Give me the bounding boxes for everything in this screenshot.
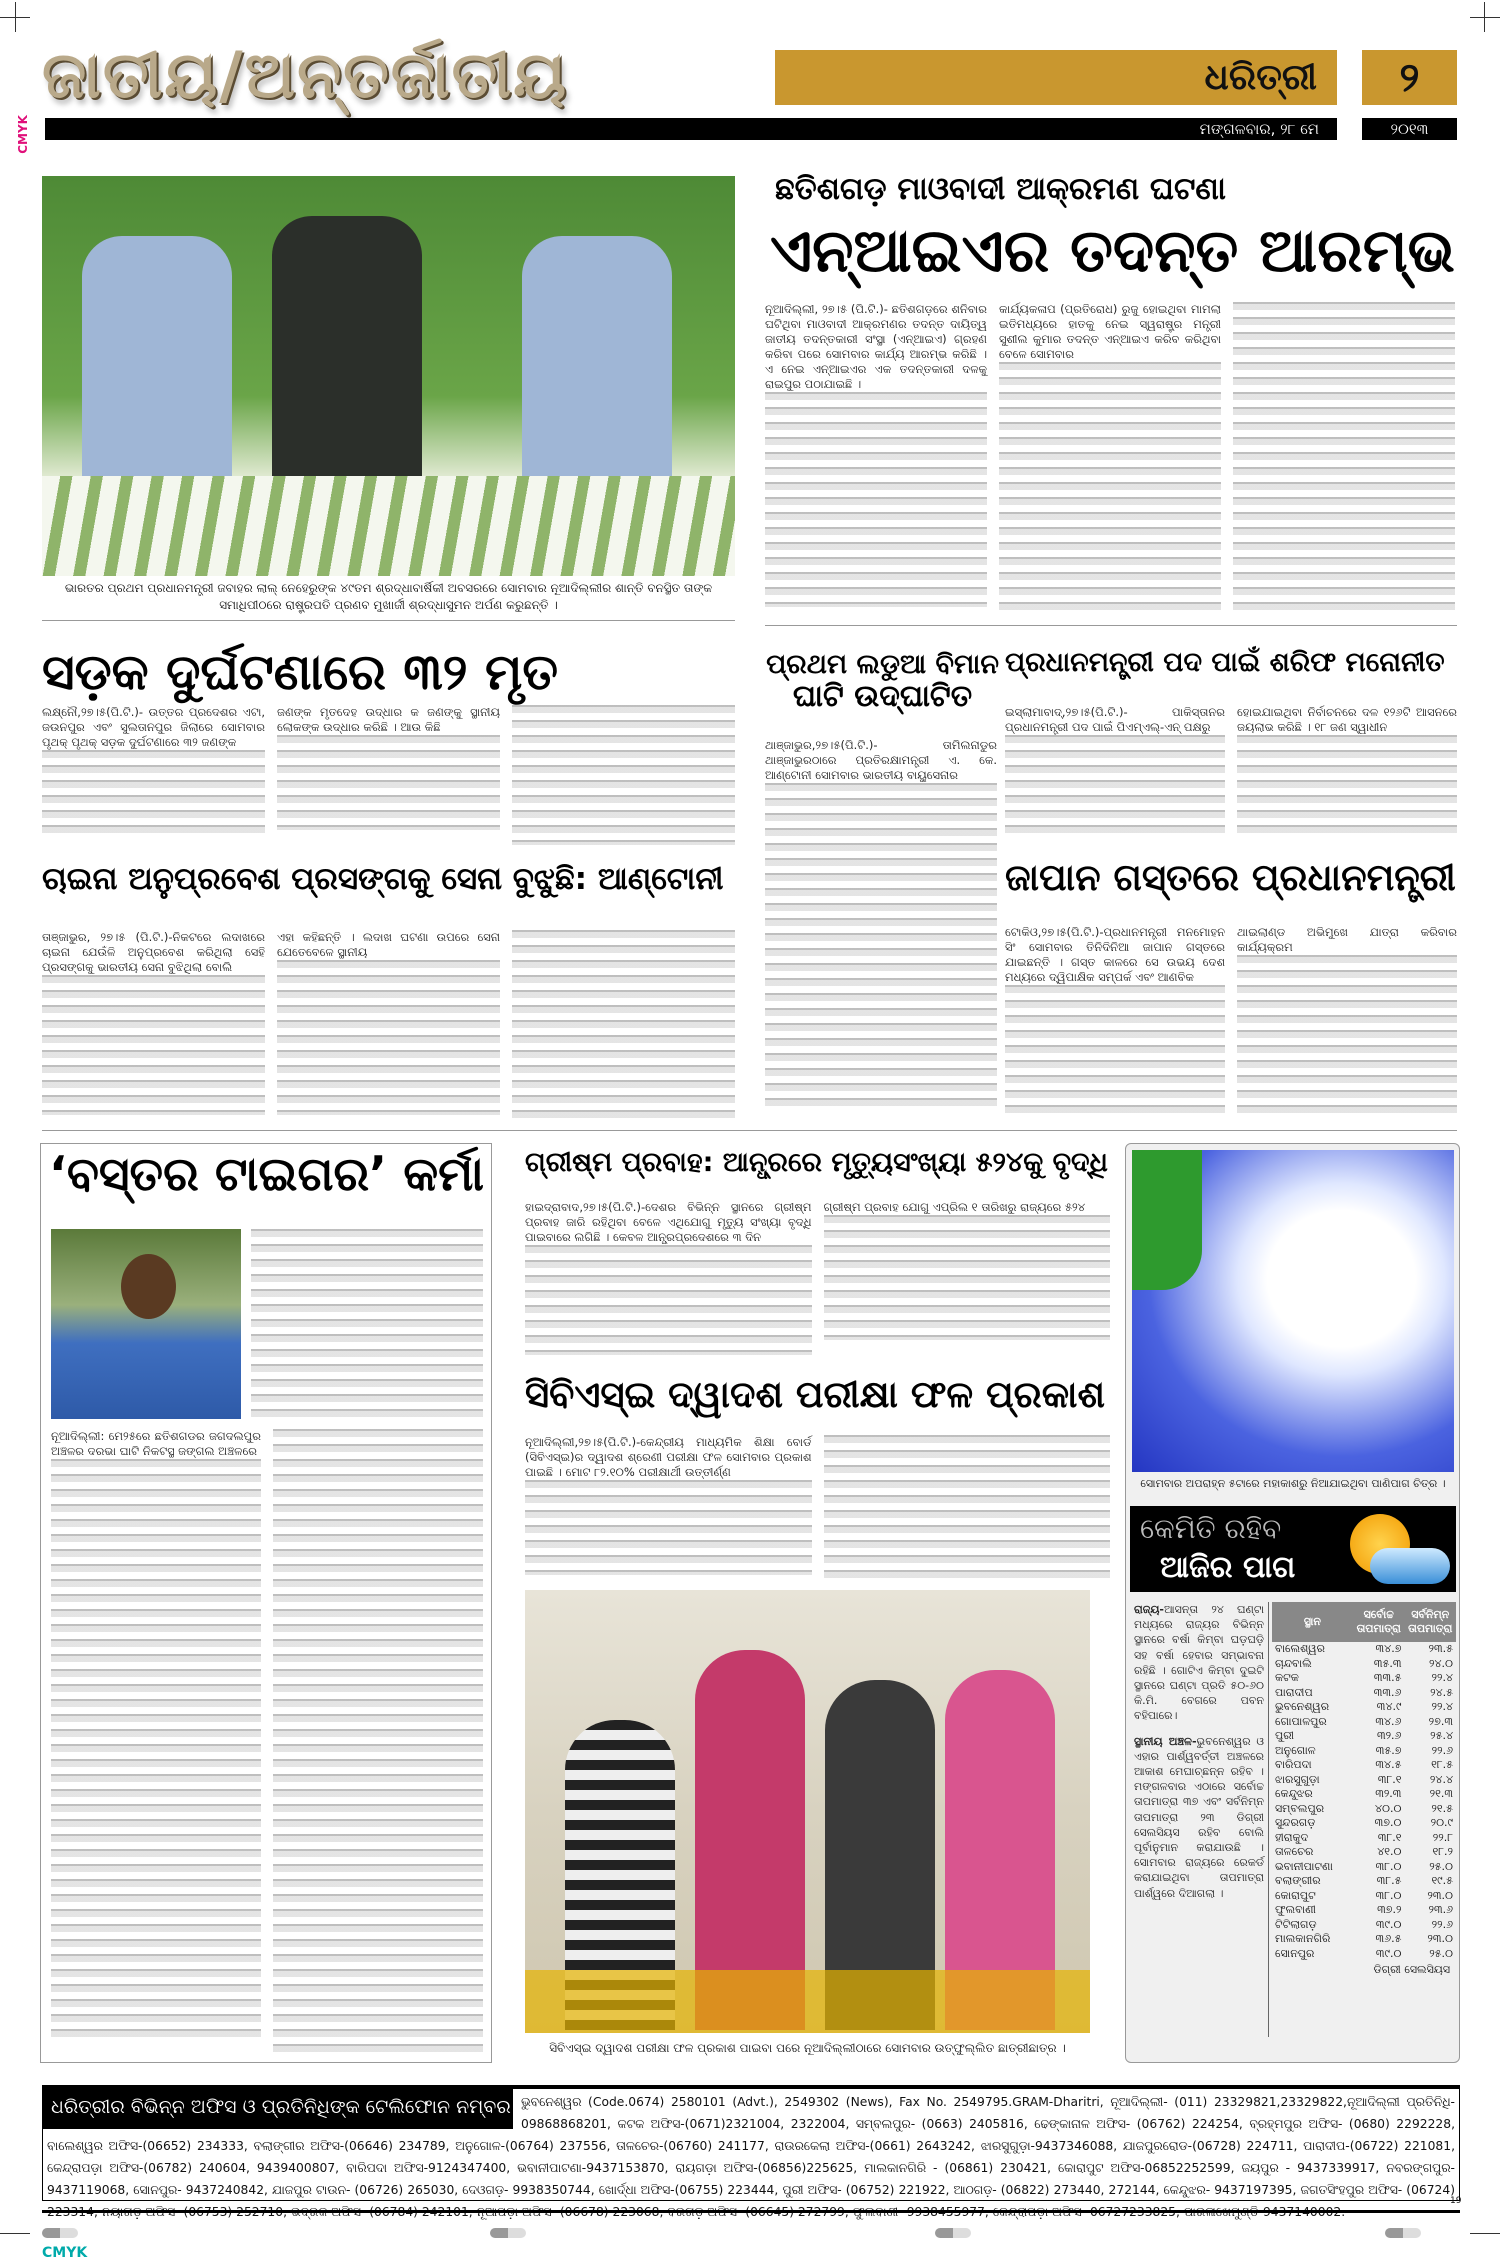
place-cell: ଗୋପାଳପୁର bbox=[1275, 1714, 1327, 1728]
table-row bbox=[1272, 1874, 1456, 1889]
place-cell: ସୁନ୍ଦରଗଡ଼ bbox=[1275, 1816, 1316, 1830]
max-temp-cell: ୩୪.୭ bbox=[1375, 1642, 1402, 1656]
japan-body-text: ଟୋକିଓ,୨୭।୫(ପି.ଟି.)-ପ୍ରଧାନମନ୍ତ୍ରୀ ମନମୋହନ ସିଂ ସୋମବାର ତିନିଦିନିଆ ଜାପାନ ଗସ୍ତରେ ଯାଇଛନ୍ତି । ଗସ୍ତ କାଳରେ ସେ ଉଭୟ ଦେଶ ମଧ୍ୟରେ ଦ୍ୱିପାକ୍ଷିକ ସମ୍ପର୍କ ଏବଂ ଆଣବିକ bbox=[1005, 925, 1225, 984]
table-row bbox=[1272, 1860, 1456, 1875]
table-row bbox=[1272, 1918, 1456, 1933]
table-header: ସର୍ବନିମ୍ନ ତାପମାତ୍ରା bbox=[1408, 1608, 1453, 1635]
place-cell: ଭୁବନେଶ୍ୱର bbox=[1275, 1700, 1330, 1714]
place-cell: ଟିଟିଲାଗଡ଼ bbox=[1275, 1917, 1317, 1931]
max-temp-cell: ୩୯.୦ bbox=[1375, 1946, 1402, 1960]
airline-story-body bbox=[765, 738, 997, 1120]
cbse-photo-caption: ସିବିଏସ୍‌ଇ ଦ୍ୱାଦଶ ପରୀକ୍ଷା ଫଳ ପ୍ରକାଶ ପାଇବା ପରେ ନୂଆଦିଲ୍ଲୀଠାରେ ସୋମବାର ଉତ୍‌ଫୁଲ୍ଲିତ ଛାତ୍ରୀଛାତ୍ର । bbox=[549, 2041, 1066, 2055]
max-temp-cell: ୩୫.୩ bbox=[1373, 1656, 1402, 1670]
min-temp-cell: ୧୮.୨ bbox=[1432, 1845, 1453, 1859]
crop-mark bbox=[1470, 2233, 1500, 2234]
min-temp-cell: ୨୫.୦ bbox=[1429, 1859, 1453, 1873]
place-cell: ବଲାଙ୍ଗୀର bbox=[1275, 1874, 1321, 1888]
office-telephone-directory bbox=[42, 2089, 1460, 2201]
airline-headline-line: ଘାଟି ଉଦ୍‌ଘାଟିତ bbox=[792, 678, 973, 714]
section-title: ଜାତୀୟ/ଅନ୍ତର୍ଜାତୀୟ bbox=[42, 38, 568, 113]
japan-body-text: ଥାଇଲାଣ୍ଡ ଅଭିମୁଖେ ଯାତ୍ରା କରିବାର କାର୍ଯ୍ୟକ୍ରମ bbox=[1237, 925, 1457, 954]
china-body-text: ଏହା କହିଛନ୍ତି । ଲଦାଖ ଘଟଣା ଉପରେ ସେନା ଯେତେବେଳେ ସ୍ଥାନୀୟ bbox=[277, 930, 500, 959]
max-temp-cell: ୩୨.୩ bbox=[1375, 1787, 1402, 1801]
min-temp-cell: ୨୪.୫ bbox=[1430, 1685, 1453, 1699]
min-temp-cell: ୨୧.୩ bbox=[1429, 1787, 1453, 1801]
max-temp-cell: ୩୮.୫ bbox=[1376, 1874, 1402, 1888]
sharif-body-text: ଇସ୍‌ଲାମାବାଦ୍,୨୭।୫(ପି.ଟି.)- ପାକିସ୍ତାନର ପ୍ରଧାନମନ୍ତ୍ରୀ ପଦ ପାଇଁ ପିଏମ୍‌ଏଲ୍-ଏନ୍ ପକ୍ଷରୁ bbox=[1005, 705, 1225, 734]
table-row bbox=[1272, 1700, 1456, 1715]
weather-box bbox=[1125, 1143, 1460, 2063]
china-headline: ଚାଇନା ଅନୁପ୍ରବେଶ ପ୍ରସଙ୍ଗକୁ ସେନା ବୁଝୁଛି: ଆଣ୍ଟୋନୀ bbox=[42, 861, 724, 897]
place-cell: ବାରିପଦା bbox=[1275, 1758, 1312, 1772]
max-temp-cell: ୩୯.୦ bbox=[1375, 1917, 1402, 1931]
place-cell: କେନ୍ଦୁଝର bbox=[1275, 1787, 1313, 1801]
sheet-number: 19 bbox=[1450, 2196, 1462, 2206]
table-row bbox=[1272, 1657, 1456, 1672]
road-body-text: ଜଣଙ୍କ ମୃତଦେହ ଉଦ୍ଧାର କ ଜଣଙ୍କୁ ସ୍ଥାନୀୟ ଲୋକଙ୍କ ଉଦ୍ଧାର କରିଛି । ଆଉ କିଛି bbox=[277, 705, 500, 734]
cbse-students-photo bbox=[525, 1590, 1090, 2033]
place-cell: ସମ୍ବଲପୁର bbox=[1275, 1801, 1325, 1815]
satellite-weather-image bbox=[1132, 1150, 1454, 1472]
place-cell: ହୀରାକୁଦ bbox=[1275, 1830, 1309, 1844]
directory-label: ଧରିତ୍ରୀର ବିଭିନ୍ନ ଅଫିସ ଓ ପ୍ରତିନିଧିଙ୍କ ଟେଲିଫୋନ ନମ୍ବର bbox=[43, 2089, 513, 2129]
table-row bbox=[1272, 1932, 1456, 1947]
max-temp-cell: ୩୪.୫ bbox=[1375, 1758, 1402, 1772]
road-headline: ସଡ଼କ ଦୁର୍ଘଟଣାରେ ୩୨ ମୃତ bbox=[42, 643, 559, 701]
airline-headline-line: ପ୍ରଥମ ଲଡୁଆ ବିମାନ bbox=[766, 649, 999, 680]
registration-bar bbox=[42, 2228, 78, 2238]
min-temp-cell: ୧୮.୫ bbox=[1431, 1758, 1453, 1772]
cbse-story-body bbox=[525, 1435, 1110, 1580]
cmyk-side-mark: CMYK bbox=[16, 115, 30, 154]
satellite-caption: ସୋମବାର ଅପରାହ୍ନ ୫ଟାରେ ମହାକାଶରୁ ନିଆଯାଇଥିବା ପାଣିପାଗ ଚିତ୍ର । bbox=[1140, 1477, 1446, 1490]
table-row bbox=[1272, 1715, 1456, 1730]
min-temp-cell: ୨୪.୪ bbox=[1429, 1772, 1453, 1786]
photo-caption: ଭାରତର ପ୍ରଥମ ପ୍ରଧାନମନ୍ତ୍ରୀ ଜବାହର ଲାଲ୍ ନେହେରୁଙ୍କ ୪୯ତମ ଶ୍ରଦ୍ଧାବାର୍ଷିକୀ ଅବସରରେ ସୋମବାର ନୂଆଦିଲ୍ଲୀର ଶାନ୍ତି ବନସ୍ଥିତ ତାଙ୍କ ସମାଧିପୀଠରେ ରାଷ୍ଟ୍ରପତି ପ୍ରଣବ ମୁଖାର୍ଜୀ ଶ୍ରଦ୍ଧାସୁମନ ଅର୍ପଣ କରୁଛନ୍ତି । bbox=[64, 581, 713, 612]
heatwave-body-text: ହାଇଦ୍ରାବାଦ,୨୭।୫(ପି.ଟି.)-ଦେଶର ବିଭିନ୍ନ ସ୍ଥାନରେ ଗ୍ରୀଷ୍ମ ପ୍ରବାହ ଜାରି ରହିଥିବା ବେଳେ ଏଥିଯୋଗୁ ମୃତ୍ୟୁ ସଂଖ୍ୟା ବୃଦ୍ଧି ପାଇବାରେ ଲଗିଛି । କେବଳ ଆନ୍ଧ୍ରପ୍ରଦେଶରେ ୩ ଦିନ bbox=[525, 1200, 812, 1244]
date-bar: ମଙ୍ଗଳବାର, ୨୮ ମେ bbox=[45, 118, 1337, 140]
table-row bbox=[1272, 1903, 1456, 1918]
max-temp-cell: ୩୫.୭ bbox=[1375, 1743, 1402, 1757]
road-body-text: ଲକ୍ଷ୍ନୌ,୨୭।୫(ପି.ଟି.)- ଉତ୍ତର ପ୍ରଦେଶର ଏଟା, ଜଉନପୁର ଏବଂ ସୁଲତାନପୁର ଜିଲାରେ ସୋମବାର ପୃଥକ୍ ପୃଥକ୍ ସଡ଼କ ଦୁର୍ଘଟଣାରେ ୩୨ ଜଣଙ୍କ bbox=[42, 705, 265, 749]
weather-banner-line: କେମିତି ରହିବ bbox=[1140, 1512, 1282, 1545]
lead-body-text: କାର୍ଯ୍ୟକଳାପ (ପ୍ରତିରୋଧ) ରୁଜୁ ହୋଇଥିବା ମାମଲା ଇତିମଧ୍ୟରେ ହାତକୁ ନେଇ ସ୍ୱରାଷ୍ଟ୍ର ମନ୍ତ୍ରୀ ସୁଶୀଲ କୁମାର ତଦନ୍ତ ଏନ୍‌ଆଇଏ କରିବ କରିଥିବା ବେଳେ ସୋମବାର bbox=[999, 302, 1221, 361]
table-row bbox=[1272, 1686, 1456, 1701]
registration-bar bbox=[935, 2228, 971, 2238]
place-cell: ଫୁଲବାଣୀ bbox=[1275, 1903, 1316, 1917]
max-temp-cell: ୩୨.୬ bbox=[1376, 1729, 1402, 1743]
min-temp-cell: ୨୫.୪ bbox=[1430, 1729, 1453, 1743]
max-temp-cell: ୩୮.୧ bbox=[1377, 1772, 1402, 1786]
place-cell: ଅନୁଗୋଳ bbox=[1275, 1743, 1316, 1757]
crop-mark bbox=[1484, 2, 1485, 32]
china-body-text: ତାଞ୍ଜାଭୁର, ୨୭।୫ (ପି.ଟି.)-ନିକଟରେ ଲଦାଖରେ ଚାଇନା ଯେଉଁଳି ଅନୁପ୍ରବେଶ କରିଥିଲା ସେହି ପ୍ରସଙ୍ଗକୁ ଭାରତୀୟ ସେନା ବୁଝିଥିଲା ବୋଲି bbox=[42, 930, 265, 974]
heatwave-headline: ଗ୍ରୀଷ୍ମ ପ୍ରବାହ: ଆନ୍ଧ୍ରରେ ମୃତ୍ୟୁସଂଖ୍ୟା ୫୨୪କୁ ବୃଦ୍ଧି bbox=[525, 1147, 1108, 1178]
road-story-body bbox=[42, 705, 735, 845]
min-temp-cell: ୨୩.୬ bbox=[1428, 1903, 1453, 1917]
lead-body-text: ନୂଆଦିଲ୍ଲୀ, ୨୭।୫ (ପି.ଟି.)- ଛତିଶଗଡ଼ରେ ଶନିବାର ଘଟିଥିବା ମାଓବାଦୀ ଆକ୍ରମଣର ତଦନ୍ତ ଦାୟିତ୍ୱ ଜାତୀୟ ତଦନ୍ତକାରୀ ସଂସ୍ଥା (ଏନ୍‌ଆଇଏ) ଗ୍ରହଣ କରିବା ପରେ ସୋମବାର କାର୍ଯ୍ୟ ଆରମ୍ଭ କରିଛି । ଏ ନେଇ ଏନ୍‌ଆଇଏର ଏକ ତଦନ୍ତକାରୀ ଦଳକୁ ରାଇପୁର ପଠାଯାଇଛି । bbox=[765, 302, 987, 391]
table-row bbox=[1272, 1773, 1456, 1788]
place-cell: ପୁରୀ bbox=[1275, 1729, 1294, 1743]
place-cell: ଚାନ୍ଦବାଲି bbox=[1275, 1656, 1312, 1670]
lead-kicker: ଛତିଶଗଡ଼ ମାଓବାଦୀ ଆକ୍ରମଣ ଘଟଣା bbox=[775, 171, 1226, 207]
cbse-headline: ସିବିଏସ୍‌ଇ ଦ୍ୱାଦଶ ପରୀକ୍ଷା ଫଳ ପ୍ରକାଶ bbox=[525, 1373, 1105, 1416]
cmyk-mark: CMYK bbox=[42, 2245, 88, 2261]
max-temp-cell: ୪୧.୦ bbox=[1377, 1845, 1402, 1859]
japan-headline: ଜାପାନ ଗସ୍ତରେ ପ୍ରଧାନମନ୍ତ୍ରୀ bbox=[1005, 856, 1456, 899]
airline-body-text: ଥାଞ୍ଜାଭୁର,୨୭।୫(ପି.ଟି.)- ତାମିଲନାଡୁର ଥାଞ୍ଜାଭୁରଠାରେ ପ୍ରତିରକ୍ଷାମନ୍ତ୍ରୀ ଏ. କେ. ଆଣ୍ଟୋନୀ ସୋମବାର ଭାରତୀୟ ବାୟୁସେନାର bbox=[765, 738, 997, 782]
sharif-headline: ପ୍ରଧାନମନ୍ତ୍ରୀ ପଦ ପାଇଁ ଶରିଫ ମନୋନୀତ bbox=[1005, 647, 1445, 678]
bastar-story-body bbox=[51, 1429, 483, 2054]
weather-banner-line: ଆଜିର ପାଗ bbox=[1160, 1550, 1296, 1585]
place-cell: ଝାରସୁଗୁଡ଼ା bbox=[1275, 1772, 1320, 1786]
place-cell: ତାଳଚେର bbox=[1275, 1845, 1314, 1859]
max-temp-cell: ୩୮.୦ bbox=[1375, 1859, 1402, 1873]
japan-story-body bbox=[1005, 925, 1457, 1120]
max-temp-cell: ୩୭.୦ bbox=[1374, 1816, 1402, 1830]
table-row bbox=[1272, 1889, 1456, 1904]
min-temp-cell: ୨୭.୩ bbox=[1428, 1714, 1453, 1728]
table-row bbox=[1272, 1831, 1456, 1846]
min-temp-cell: ୨୨.୪ bbox=[1431, 1700, 1453, 1714]
max-temp-cell: ୩୭.୨ bbox=[1377, 1903, 1402, 1917]
nehru-tribute-photo bbox=[42, 176, 735, 576]
directory-text: ଭୁବନେଶ୍ୱର (Code.0674) 2580101 (Advt.), 2549302 (News), Fax No. 2549795.GRAM-Dharitri, ନୂଆଦିଲ୍ଲୀ- (011) 23329821,23329822,ନୂଆଦିଲ୍ଲୀ ପ୍ରତିନିଧି- 09868868201, କଟକ ଅଫିସ-(0671)2321004, 2322004, ସମ୍ବଲପୁର- (0663) 2405816, ଢେଙ୍କାନାଳ ଅଫିସ- (06762) 224254, ବ୍ରହ୍ମପୁର ଅଫିସ- (0680) 2292228, ବାଲେଶ୍ୱର ଅଫିସ-(06652) 234333, ବଲାଙ୍ଗୀର ଅଫିସ-(06646) 234789, ଅନୁଗୋଳ-(06764) 237556, ତାଳଚେର-(06760) 241177, ରାଉରକେଲା ଅଫିସ-(0661) 2643242, ଝାରସୁଗୁଡ଼ା-9437346088, ଯାଜପୁରରୋଡ-(06728) 224711, ପାରାଦୀପ-(06722) 221081, କେନ୍ଦ୍ରାପଡ଼ା ଅଫିସ-(06782) 240604, 9439400807, ବାରିପଦା ଅଫିସ-9124347400, ଭବାନୀପାଟଣା-9437153870, ରାୟଗଡ଼ା ଅଫିସ-(06856)225625, ମାଲକାନଗିରି - (06861) 230421, କୋରାପୁଟ ଅଫିସ-06852252599, ଜୟପୁର - 9437339917, ନବରଙ୍ଗପୁର- 9437119068, ସୋନପୁର- 9437240842, ଯାଜପୁର ଟାଉନ- (06726) 265030, ଦେଓଗଡ଼- 9938350744, ଖୋର୍ଦ୍ଧା ଅଫିସ-(06755) 223444, ପୁରୀ ଅଫିସ- (06752) 221922, ଆଠଗଡ଼- (06822) 273440, 272144, କେନ୍ଦୁଝର- 9437197395, ଜଗତସିଂହପୁର ଅଫିସ- (06724) bbox=[47, 2095, 1455, 2197]
weather-forecast-text: ରାଜ୍ୟ-ଆସନ୍ତା ୨୪ ଘଣ୍ଟା ମଧ୍ୟରେ ରାଜ୍ୟର ବିଭିନ୍ନ ସ୍ଥାନରେ ବର୍ଷା କିମ୍ବା ଘଡ଼ଘଡ଼ି ସହ ବର୍ଷା ହେବାର ସମ୍ଭାବନା ରହିଛି । ଗୋଟିଏ କିମ୍ବା ଦୁଇଟି ସ୍ଥାନରେ ଘଣ୍ଟା ପ୍ରତି ୫୦-୬୦ କି.ମି. ବେଗରେ ପବନ ବହିପାରେ। ସ୍ଥାନୀୟ ଅଞ୍ଚଳ-ଭୁବନେଶ୍ୱର ଓ ଏହାର ପାର୍ଶ୍ୱବର୍ତ୍ତୀ ଅଞ୍ଚଳରେ ଆକାଶ ମେଘାଚ୍ଛନ୍ନ ରହିବ । ମଙ୍ଗଳବାର ଏଠାରେ ସର୍ବୋଚ୍ଚ ତାପମାତ୍ରା ୩୭ ଏବଂ ସର୍ବନିମ୍ନ ତାପମାତ୍ରା ୨୩ ଡିଗ୍ରୀ ସେଲସିୟସ ରହିବ ବୋଲି ପୂର୍ବାନୁମାନ କରାଯାଉଛି । ସୋମବାର ରାଜ୍ୟରେ ରେକର୍ଡ କରାଯାଇଥିବା ତାପମାତ୍ରା ପାର୍ଶ୍ୱରେ ଦିଆଗଲା । bbox=[1134, 1603, 1264, 1900]
min-temp-cell: ୧୯.୫ bbox=[1431, 1874, 1453, 1888]
lead-headline: ଏନ୍‌ଆଇଏର ତଦନ୍ତ ଆରମ୍ଭ bbox=[770, 216, 1455, 286]
sharif-body-text: ହୋଇଯାଇଥିବା ନିର୍ବାଚନରେ ଦଳ ୧୨୬ଟି ଆସନରେ ଜୟଲାଭ କରିଛି । ୧୮ ଜଣ ସ୍ୱାଧୀନ bbox=[1237, 705, 1457, 734]
bastar-body-text: ନୂଆଦିଲ୍ଲୀ: ମେ୨୫ରେ ଛତିଶଗଡର ଜଗଦଲପୁର ଅଞ୍ଚଳର ଦରଭା ଘାଟି ନିକଟସ୍ଥ ଜଙ୍ଗଲ ଅଞ୍ଚଳରେ bbox=[51, 1429, 261, 1458]
min-temp-cell: ୨୪.୦ bbox=[1429, 1656, 1453, 1670]
min-temp-cell: ୨୨.୮ bbox=[1432, 1830, 1453, 1844]
table-header: ସର୍ବୋଚ୍ଚ ତାପମାତ୍ରା bbox=[1356, 1608, 1401, 1635]
place-cell: କୋରାପୁଟ bbox=[1275, 1888, 1316, 1902]
sharif-story-body bbox=[1005, 705, 1457, 845]
max-temp-cell: ୪୦.୦ bbox=[1374, 1801, 1402, 1815]
lead-story-body bbox=[765, 302, 1455, 617]
max-temp-cell: ୩୪.୬ bbox=[1375, 1714, 1402, 1728]
temperature-table bbox=[1272, 1602, 1456, 1977]
min-temp-cell: ୨୫.୦ bbox=[1429, 1946, 1453, 1960]
bastar-headline: ‘ବସ୍ତର ଟାଇଗର’ କର୍ମା bbox=[49, 1147, 484, 1202]
karma-portrait-photo bbox=[51, 1229, 241, 1419]
airline-headline bbox=[765, 650, 1000, 713]
min-temp-cell: ୨୨.୬ bbox=[1431, 1917, 1453, 1931]
min-temp-cell: ୨୩.୦ bbox=[1427, 1888, 1453, 1902]
heatwave-story-body bbox=[525, 1200, 1110, 1360]
max-temp-cell: ୩୩.୬ bbox=[1373, 1685, 1402, 1699]
cbse-body-text: ନୂଆଦିଲ୍ଲୀ,୨୭।୫(ପି.ଟି.)-କେନ୍ଦ୍ରୀୟ ମାଧ୍ୟମିକ ଶିକ୍ଷା ବୋର୍ଡ (ସିବିଏସ୍‌ଇ)ର ଦ୍ୱାଦଶ ଶ୍ରେଣୀ ପରୀକ୍ଷା ଫଳ ସୋମବାର ପ୍ରକାଶ ପାଇଛି । ମୋଟ ୮୨.୧୦% ପରୀକ୍ଷାର୍ଥୀ ଉତ୍ତୀର୍ଣ୍ଣ bbox=[525, 1435, 812, 1479]
china-story-body bbox=[42, 930, 735, 1120]
max-temp-cell: ୩୮.୦ bbox=[1375, 1888, 1402, 1902]
table-row bbox=[1272, 1729, 1456, 1744]
min-temp-cell: ୨୩.୦ bbox=[1427, 1932, 1453, 1946]
year: ୨୦୧୩ bbox=[1362, 118, 1457, 140]
bastar-tiger-box bbox=[40, 1143, 492, 2063]
max-temp-cell: ୩୩.୫ bbox=[1373, 1671, 1402, 1685]
registration-bar bbox=[490, 2228, 526, 2238]
min-temp-cell: ୨୨.୪ bbox=[1431, 1671, 1453, 1685]
max-temp-cell: ୩୬.୫ bbox=[1375, 1932, 1402, 1946]
crop-mark bbox=[15, 2, 16, 32]
min-temp-cell: ୨୦.୯ bbox=[1430, 1816, 1453, 1830]
place-cell: ମାଲକାନଗିରି bbox=[1275, 1932, 1331, 1946]
table-row bbox=[1272, 1947, 1456, 1962]
cloud-icon bbox=[1370, 1548, 1450, 1584]
table-row bbox=[1272, 1816, 1456, 1831]
table-row bbox=[1272, 1758, 1456, 1773]
weather-banner bbox=[1130, 1506, 1456, 1592]
table-header: ସ୍ଥାନ bbox=[1303, 1615, 1322, 1628]
place-cell: ଭବାନୀପାଟଣା bbox=[1275, 1859, 1333, 1873]
table-row bbox=[1272, 1744, 1456, 1759]
registration-bar bbox=[1385, 2228, 1421, 2238]
place-cell: ପାରାଦୀପ bbox=[1275, 1685, 1313, 1699]
place-cell: ବାଲେଶ୍ୱର bbox=[1275, 1642, 1325, 1656]
min-temp-cell: ୨୨.୬ bbox=[1431, 1743, 1453, 1757]
paper-name: ଧରିତ୍ରୀ bbox=[775, 50, 1337, 105]
place-cell: କଟକ bbox=[1275, 1671, 1299, 1685]
max-temp-cell: ୩୮.୧ bbox=[1377, 1830, 1402, 1844]
crop-mark bbox=[0, 2233, 30, 2234]
temperature-unit: ଡିଗ୍ରୀ ସେଲସିୟସ bbox=[1373, 1963, 1450, 1976]
crop-mark bbox=[1470, 17, 1500, 18]
table-row bbox=[1272, 1642, 1456, 1657]
table-row bbox=[1272, 1787, 1456, 1802]
place-cell: ସୋନପୁର bbox=[1275, 1946, 1315, 1960]
table-row bbox=[1272, 1671, 1456, 1686]
table-row bbox=[1272, 1845, 1456, 1860]
table-row bbox=[1272, 1802, 1456, 1817]
heatwave-body-text: ଗ୍ରୀଷ୍ମ ପ୍ରବାହ ଯୋଗୁ ଏପ୍ରିଲ ୧ ତାରିଖରୁ ରାଜ୍ୟରେ ୫୨୪ bbox=[823, 1200, 1086, 1214]
min-temp-cell: ୨୩.୫ bbox=[1428, 1642, 1453, 1656]
page-number: ୨ bbox=[1362, 50, 1457, 105]
max-temp-cell: ୩୪.୯ bbox=[1376, 1700, 1402, 1714]
min-temp-cell: ୨୧.୫ bbox=[1431, 1801, 1453, 1815]
